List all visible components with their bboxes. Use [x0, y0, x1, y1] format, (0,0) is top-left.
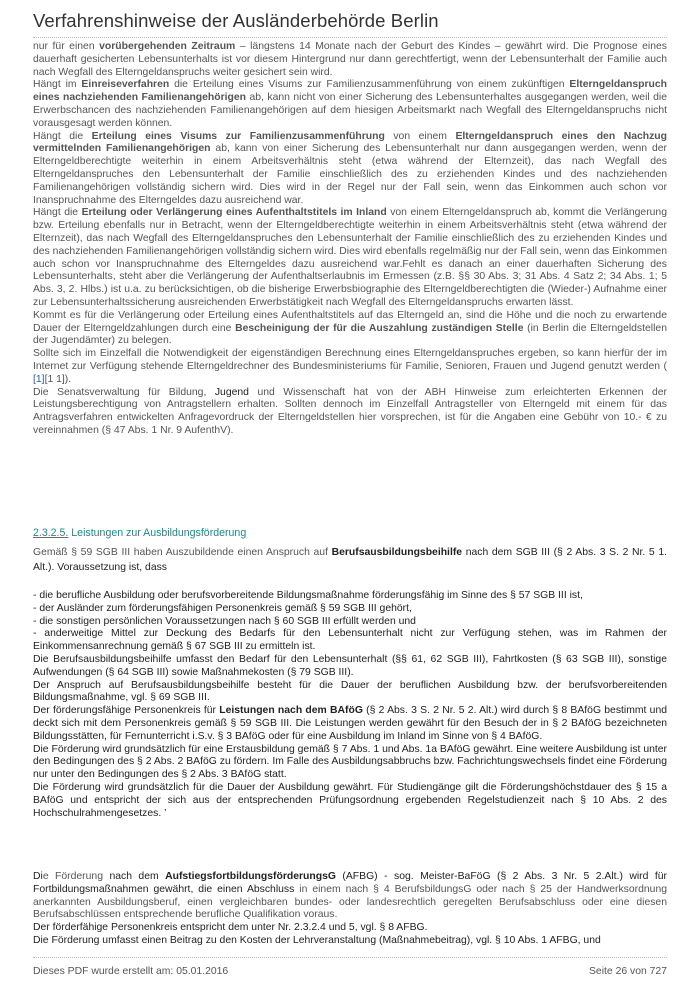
paragraph-bedarf: Die Berufsausbildungsbeihilfe umfasst den Bedarf für den Lebensunterhalt (§§ 61, 62 SGB III), Fahrtkosten (§ 63 SGB III), sonstige Aufwendungen (§ 64 SGB III) sowie Maßnahmekosten (§ 79 SGB III).	[33, 653, 667, 678]
document-title: Verfahrenshinweise der Ausländerbehörde Berlin	[33, 10, 439, 31]
page-footer	[33, 957, 667, 977]
header-divider	[33, 37, 667, 38]
paragraph-senatsverwaltung: Die Senatsverwaltung für Bildung, Jugend und Wissenschaft hat von der ABH Hinweise zum erleichterten Erkennen der Leistungsberechtigung von Antragstellern erhalten. Sollten dennoch im Einzelfall Antragsteller von Elterngeld mit einem für das Antragsverfahren entwickelten Anfragevordruck der Elterngeldstellen hier vorsprechen, ist für die Angaben eine Gebühr von 10.- € zu vereinnahmen (§ 47 Abs. 1 Nr. 9 AufenthV).	[33, 386, 667, 436]
list-item: - anderweitige Mittel zur Deckung des Bedarfs für den Lebensunterhalt nicht zur Verfügung stehen, was im Rahmen der Einkommensanrechnung gemäß § 67 SGB III zu ermitteln ist.	[33, 628, 667, 653]
paragraph-afbg: Die Förderung nach dem AufstiegsfortbildungsförderungsG (AFBG) - sog. Meister-BaFöG (§ 2 Abs. 3 Nr. 5 2.Alt.) wird für Fortbildungsmaßnahmen gewährt, die einen Abschluss in einem nach § 4 BerufsbildungsG oder nach § 25 der Handwerksordnung anerkannten Ausbildungsberuf, einen vergleichbaren bundes- oder landesrechtlich geregelten Berufsabschluss oder eine diesen Berufsabschlüssen entsprechende berufliche Qualifikation voraus.	[33, 871, 668, 921]
paragraph-berufsausbildungsbeihilfe: Gemäß § 59 SGB III haben Auszubildende einen Anspruch auf Berufsausbildungsbeihilfe nach dem SGB III (§ 2 Abs. 3 S. 2 Nr. 5 1. Alt.). Voraussetzung ist, dass	[33, 547, 667, 573]
body-text-afbg	[33, 871, 667, 948]
list-item: - die berufliche Ausbildung oder berufsvorbereitende Bildungsmaßnahme förderungsfähig im Sinne des § 57 SGB III ist,	[33, 590, 583, 601]
paragraph-elterngeldrechner: Sollte sich im Einzelfall die Notwendigkeit der eigenständigen Berechnung eines Elterngeldanspruches ergeben, so kann hierfür der im Internet zur Verfügung stehende Elterngeldrechner des Bundesministeriums für Familie, Senioren, Frauen und Jugend genutzt werden ( [1][1 1]).	[33, 348, 667, 385]
footnote-link[interactable]: [1]	[33, 373, 45, 385]
section-number-link[interactable]: 2.3.2.5.	[33, 527, 69, 539]
paragraph-aufenthaltstitel-inland: Hängt die Erteilung oder Verlängerung eines Aufenthaltstitels im Inland von einem Elterngeldanspruch ab, kommt die Verlängerung bzw. Erteilung ebenfalls nur in Betracht, wenn der Elterngeldberechtigte weiterhin in einem Arbeitsverhältnis steht (etwa während der Elternzeit), das nach Wegfall des Elterngeldanspruches den Lebensunterhalt der Familie einschließlich des zu erziehenden Kindes und des nachziehenden Familienangehörigen vollständig sichern wird. Dies wird ebenfalls regelmäßig nur der Fall sein, wenn das Einkommen auch schon vor Inanspruchnahme des Elterngeldes dazu ausreichend war.Fehlt es danach an einer dauerhaften Sicherung des Lebensunterhalts, steht aber die Verlängerung der Aufenthaltserlaubnis im Ermessen (z.B. §§ 30 Abs. 3; 31 Abs. 4 Satz 2; 34 Abs. 1; 5 Abs. 3, 2. Hlbs.) ist u.a. zu berücksichtigen, ob die bisherige Erwerbsbiographie des Elterngeldberechtigten die (Wieder-) Aufnahme einer zur Lebensunterhaltssicherung ausreichenden Erwerbstätigkeit nach Wegfall des Elterngeldanspruchs erwarten lässt.	[33, 207, 667, 308]
paragraph-bescheinigung: Kommt es für die Verlängerung oder Erteilung eines Aufenthaltstitels auf das Elterngeld an, sind die Höhe und die noch zu erwartende Dauer der Elterngeldzahlungen durch eine Bescheinigung der für die Auszahlung zuständigen Stelle (in Berlin die Elterngeldstellen der Jugendämter) zu belegen.	[33, 309, 667, 347]
section-title: Leistungen zur Ausbildungsförderung	[68, 527, 247, 539]
section-heading	[33, 527, 246, 539]
footer-divider	[33, 957, 667, 958]
section-intro	[33, 546, 667, 576]
body-text-lower	[33, 590, 667, 820]
creation-date: Dieses PDF wurde erstellt am: 05.01.2016	[33, 966, 229, 977]
list-item: - der Ausländer zum förderungsfähigen Personenkreis gemäß § 59 SGB III gehört,	[33, 602, 412, 614]
paragraph-anspruchsdauer: Der Anspruch auf Berufsausbildungsbeihilfe besteht für die Dauer der beruflichen Ausbildung bzw. der berufsvorbereitenden Bildungsmaßnahme, vgl. § 69 SGB III.	[33, 679, 667, 704]
paragraph-foerderungsdauer: Die Förderung wird grundsätzlich für die Dauer der Ausbildung gewährt. Für Studiengänge gilt die Förderungshöchstdauer des § 15 a BAföG und entspricht der sich aus der entsprechenden Prüfungsordnung ergebenden Regelstudienzeit nach § 10 Abs. 2 des Hochschulrahmengesetzes. ’	[33, 781, 667, 819]
list-item: - die sonstigen persönlichen Voraussetzungen nach § 60 SGB III erfüllt werden und	[33, 615, 416, 627]
paragraph-visum-familiennachzug: Hängt die Erteilung eines Visums zur Familienzusammenführung von einem Elterngeldanspruch eines den Nachzug vermittelnden Familienangehörigen ab, kann von einer Sicherung des Lebensunterhalt nur dann ausgegangen werden, wenn der Elterngeldberechtigte weiterhin in einem Arbeitsverhältnis steht (etwa während der Elternzeit), das nach Wegfall des Elterngeldanspruches den Lebensunterhalt der Familie einschließlich des zu erziehenden Kindes und des nachziehenden Familienangehörigen vollständig sichern wird. Dies wird in der Regel nur der Fall sein, wenn das Einkommen auch schon vor Inanspruchnahme des Elterngeldes dazu ausreichend war.	[33, 130, 667, 206]
paragraph-bafoeg-personenkreis: Der förderungsfähige Personenkreis für Leistungen nach dem BAföG (§ 2 Abs. 3 S. 2 Nr. 5 2. Alt.) wird durch § 8 BAföG bestimmt und deckt sich mit dem Personenkreis gemäß § 59 SGB III. Die Leistungen werden gewährt für den Besuch der in § 2 BAföG bezeichneten Bildungsstätten, für Fernunterricht i.S.v. § 3 BAföG oder für eine Ausbildung im Inland im Sinne von § 4 BAföG.	[33, 705, 667, 742]
paragraph-erstausbildung: Die Förderung wird grundsätzlich für eine Erstausbildung gemäß § 7 Abs. 1 und Abs. 1a BAföG gewährt. Eine weitere Ausbildung ist unter den Bedingungen des § 2 Abs. 2 BAföG zu fördern. Im Falle des Ausbildungsabbruchs bzw. Fachrichtungswechsels findet eine Förderung nur unter den Bedingungen des § 2 Abs. 3 BAföG statt.	[33, 743, 667, 781]
paragraph-afbg-personenkreis: Der förderfähige Personenkreis entspricht dem unter Nr. 2.3.2.4 und 5, vgl. § 8 AFBG.	[33, 922, 428, 934]
paragraph-elterngeld-duration: nur für einen vorübergehenden Zeitraum – längstens 14 Monate nach der Geburt des Kindes – gewährt wird. Die Prognose eines dauerhaft gesicherten Lebensunterhalts ist vor diesem Hintergrund nur dann gerechtfertigt, wenn der Lebensunterhalt der Familie auch nach Wegfall des Elterngeldanspruchs weiter gesichert sein wird.	[33, 41, 667, 78]
body-text-upper	[33, 41, 667, 438]
page-number: Seite 26 von 727	[589, 966, 667, 977]
paragraph-afbg-massnahmebeitrag: Die Förderung umfasst einen Beitrag zu den Kosten der Lehrveranstaltung (Maßnahmebeitrag), vgl. § 10 Abs. 1 AFBG, und	[33, 934, 601, 946]
paragraph-einreiseverfahren: Hängt im Einreiseverfahren die Erteilung eines Visums zur Familienzusammenführung von einem zukünftigen Elterngeldanspruch eines nachziehenden Familienangehörigen ab, kann nicht von einer Sicherung des Lebensunterhaltes ausgegangen werden, weil die Erwerbschancen des nachziehenden Familienangehörigen auf dem hiesigen Arbeitsmarkt nach Wegfall des Elterngeldanspruchs nicht vorausgesagt werden können.	[33, 79, 668, 129]
page-header	[33, 10, 667, 38]
